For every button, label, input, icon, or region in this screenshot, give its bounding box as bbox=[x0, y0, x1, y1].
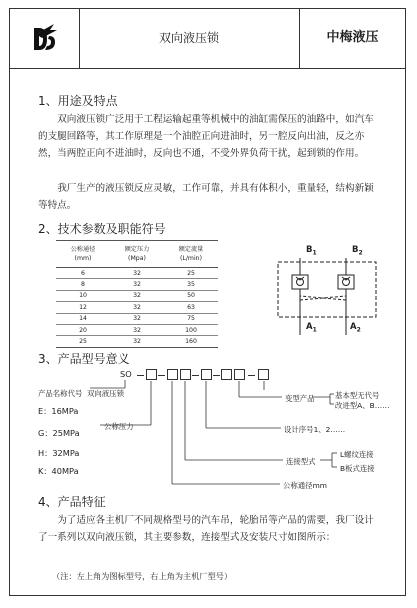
variant-basic: 基本型无代号 bbox=[335, 391, 380, 400]
port-b2-label: $B_2$ bbox=[352, 245, 363, 257]
section4-heading: 4、产品特征 bbox=[38, 495, 106, 509]
table-row: 6 32 25 bbox=[56, 268, 218, 279]
design-label: 设计序号1、2…… bbox=[284, 425, 346, 434]
table-row: 12 32 63 bbox=[56, 302, 218, 313]
table-row: 20 32 100 bbox=[56, 324, 218, 335]
section4-paragraph: 为了适应各主机厂不同规格型号的汽车吊，轮胎吊等产品的需要，我厂设计了一系列以双向液压锁，其主要参数，连接型式及安装尺寸如图所示： bbox=[38, 515, 374, 543]
pressure-label: 公称压力 bbox=[104, 422, 134, 431]
header-flow: 额定流量 (L/min) bbox=[164, 241, 218, 268]
section1-paragraph1: 双向液压锁广泛用于工程运输起重等机械中的油缸需保压的油路中，如汽车的支腿回路等，其工作原理是一个油腔正向进油时，另一腔反向出油，反之亦然，当两腔正向不进油时，反向也不通，不受外界负荷干扰，起到锁的作用。 bbox=[38, 114, 374, 159]
section1-heading: 1、用途及特点 bbox=[38, 94, 118, 108]
section2-heading: 2、技术参数及职能符号 bbox=[38, 222, 166, 236]
section1-paragraph2: 我厂生产的液压锁反应灵敏，工作可靠，并具有体积小，重量轻，结构新颖等特点。 bbox=[38, 183, 374, 211]
model-code-prefix: SO bbox=[120, 369, 132, 379]
header-diameter: 公称通径 (mm) bbox=[56, 241, 110, 268]
port-a1-label: $A_1$ bbox=[306, 322, 317, 334]
table-row: 25 32 160 bbox=[56, 336, 218, 347]
variant-improved: 改进型A、B…… bbox=[335, 401, 390, 410]
section4-note: （注：左上角为图标型号，右上角为主机厂型号） bbox=[52, 571, 233, 581]
table-row: 14 32 75 bbox=[56, 313, 218, 324]
document-title: 双向液压锁 bbox=[79, 8, 300, 68]
table-row: 10 32 50 bbox=[56, 290, 218, 301]
pressure-code-h: H：32MPa bbox=[38, 448, 80, 458]
product-name-value: 双向液压锁 bbox=[87, 389, 124, 398]
section3-heading: 3、产品型号意义 bbox=[38, 352, 130, 366]
product-name-label: 产品名称代号 bbox=[38, 389, 83, 398]
header-pressure: 额定压力 (Mpa) bbox=[110, 241, 164, 268]
connection-label: 连接型式 bbox=[286, 457, 316, 466]
port-a2-label: $A_2$ bbox=[350, 322, 361, 334]
table-row: 8 32 35 bbox=[56, 279, 218, 290]
pressure-code-k: K：40MPa bbox=[38, 466, 79, 476]
variant-label: 变型产品 bbox=[285, 394, 315, 403]
port-b1-label: $B_1$ bbox=[306, 245, 317, 257]
diameter-label: 公称通径mm bbox=[283, 481, 327, 490]
connection-l: L螺纹连接 bbox=[340, 450, 374, 459]
pressure-code-g: G：25MPa bbox=[38, 428, 80, 438]
company-name: 中梅液压 bbox=[326, 30, 379, 45]
pressure-code-e: E：16MPa bbox=[38, 406, 79, 416]
connection-b: B板式连接 bbox=[340, 464, 375, 473]
